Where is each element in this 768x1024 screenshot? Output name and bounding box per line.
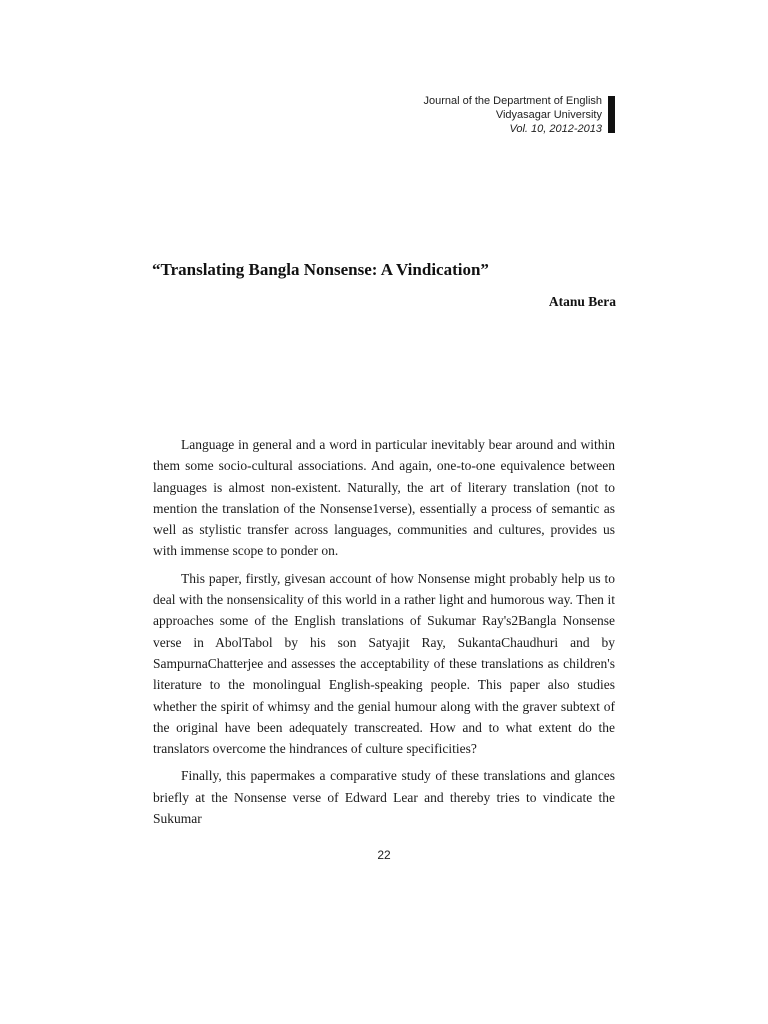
abstract-paragraph-1: Language in general and a word in particular inevitably bear around and within them some socio-cultural associations. And again, one-to-one equivalence between languages is almost non-existent. Naturally, the art of literary translation (not to mention the translation of the Nonsense1verse), essentially a process of semantic as well as stylistic transfer across languages, communities and cultures, provides us with immense scope to ponder on. — [153, 437, 615, 559]
university-name: Vidyasagar University — [495, 109, 602, 121]
header-bar — [608, 96, 615, 133]
abstract-body — [153, 434, 615, 835]
article-title: “Translating Bangla Nonsense: A Vindication” — [152, 260, 489, 279]
volume-info: Vol. 10, 2012-2013 — [509, 123, 602, 135]
author-name: Atanu Bera — [548, 294, 616, 309]
journal-name: Journal of the Department of English — [423, 95, 602, 107]
journal-header — [423, 94, 602, 136]
abstract-paragraph-3: Finally, this papermakes a comparative study of these translations and glances briefly at the Nonsense verse of Edward Lear and thereby tries to vindicate the Sukumar — [153, 768, 615, 827]
abstract-paragraph-2: This paper, firstly, givesan account of how Nonsense might probably help us to deal with the nonsensicality of this world in a rather light and humorous way. Then it approaches some of the English translations of Sukumar Ray's2Bangla Nonsense verse in AbolTabol by his son Satyajit Ray, SukantaChaudhuri and by SampurnaChatterjee and assesses the acceptability of these translations as children's literature to the monolingual English-speaking people. This paper also studies whether the spirit of whimsy and the genial humour along with the graver subtext of the original have been adequately transcreated. How and to what extent do the translators overcome the hindrances of culture specificities? — [153, 570, 615, 757]
page-number: 22 — [377, 848, 391, 862]
